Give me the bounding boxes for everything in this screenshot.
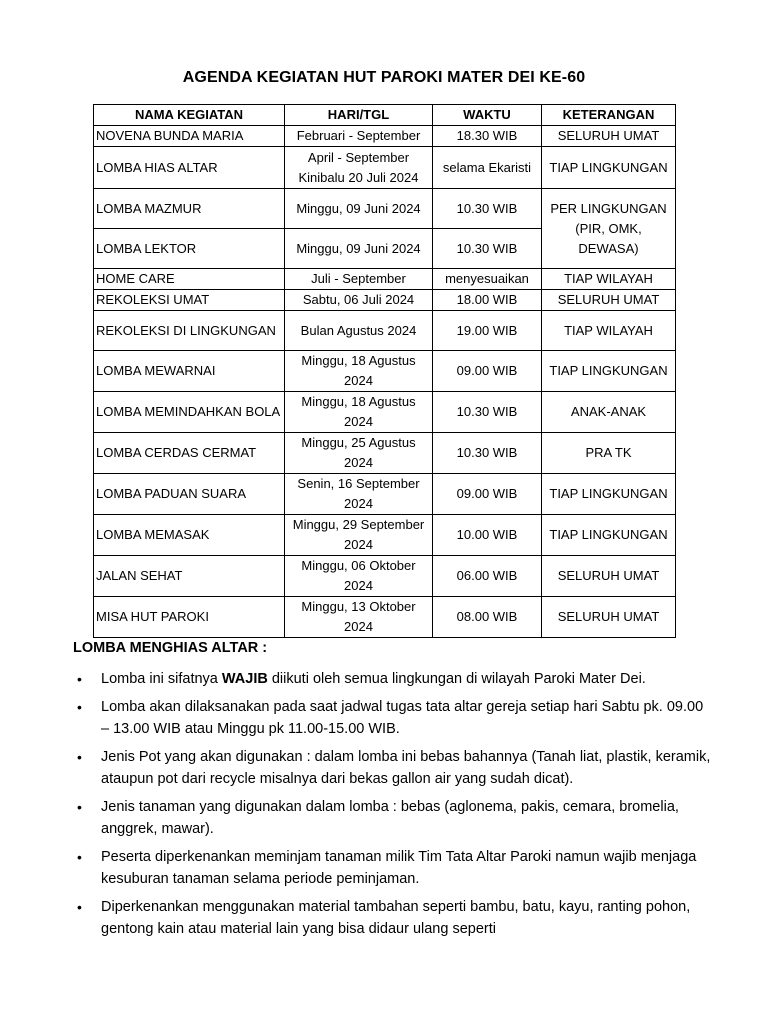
table-row: [94, 351, 676, 392]
cell-nama: LOMBA PADUAN SUARA: [94, 474, 285, 515]
table-header: [94, 105, 676, 126]
list-item: [75, 896, 715, 940]
section-title: LOMBA MENGHIAS ALTAR :: [73, 640, 268, 656]
bullet-text: Lomba ini sifatnya: [101, 671, 222, 687]
cell-nama: REKOLEKSI UMAT: [94, 290, 285, 311]
cell-nama: JALAN SEHAT: [94, 556, 285, 597]
cell-keterangan: ANAK-ANAK: [542, 392, 676, 433]
cell-waktu: 10.30 WIB: [433, 433, 542, 474]
cell-waktu: 18.30 WIB: [433, 126, 542, 147]
cell-tgl: Minggu, 18 Agustus 2024: [285, 392, 433, 433]
cell-keterangan: SELURUH UMAT: [542, 597, 676, 638]
table-row: [94, 126, 676, 147]
cell-tgl: Minggu, 06 Oktober 2024: [285, 556, 433, 597]
list-item: [75, 668, 715, 690]
cell-waktu: selama Ekaristi: [433, 147, 542, 189]
cell-keterangan: PRA TK: [542, 433, 676, 474]
cell-waktu: 19.00 WIB: [433, 311, 542, 351]
table-row: [94, 269, 676, 290]
cell-nama: NOVENA BUNDA MARIA: [94, 126, 285, 147]
cell-waktu: 10.30 WIB: [433, 189, 542, 229]
cell-tgl: Juli - September: [285, 269, 433, 290]
cell-nama: HOME CARE: [94, 269, 285, 290]
cell-tgl: Bulan Agustus 2024: [285, 311, 433, 351]
bullet-icon: •: [77, 799, 82, 815]
cell-keterangan: SELURUH UMAT: [542, 126, 676, 147]
cell-keterangan: TIAP WILAYAH: [542, 269, 676, 290]
cell-keterangan: SELURUH UMAT: [542, 290, 676, 311]
table-row: [94, 290, 676, 311]
cell-waktu: 10.30 WIB: [433, 229, 542, 269]
cell-keterangan: TIAP LINGKUNGAN: [542, 351, 676, 392]
table-row: [94, 515, 676, 556]
table-row: [94, 392, 676, 433]
cell-waktu: 10.00 WIB: [433, 515, 542, 556]
cell-keterangan: PER LINGKUNGAN (PIR, OMK, DEWASA): [542, 189, 676, 269]
cell-nama: LOMBA HIAS ALTAR: [94, 147, 285, 189]
cell-nama: LOMBA CERDAS CERMAT: [94, 433, 285, 474]
cell-tgl: Minggu, 29 September 2024: [285, 515, 433, 556]
rules-list: [75, 668, 715, 946]
bullet-bold-text: WAJIB: [221, 671, 268, 687]
cell-nama: LOMBA LEKTOR: [94, 229, 285, 269]
cell-keterangan: TIAP LINGKUNGAN: [542, 147, 676, 189]
cell-nama: REKOLEKSI DI LINGKUNGAN: [94, 311, 285, 351]
cell-tgl: Februari - September: [285, 126, 433, 147]
cell-keterangan: TIAP LINGKUNGAN: [542, 515, 676, 556]
bullet-text: Jenis Pot yang akan digunakan : dalam lomba ini bebas bahannya (Tanah liat, plastik, keramik, ataupun pot dari recycle misalnya dari bekas gallon air yang sudah dicat).: [101, 749, 711, 787]
cell-keterangan: TIAP LINGKUNGAN: [542, 474, 676, 515]
cell-tgl: Minggu, 09 Juni 2024: [285, 189, 433, 229]
list-item: [75, 846, 715, 890]
cell-waktu: 09.00 WIB: [433, 474, 542, 515]
table-row: [94, 147, 676, 189]
header-nama: NAMA KEGIATAN: [94, 105, 285, 126]
cell-waktu: 08.00 WIB: [433, 597, 542, 638]
document-title: AGENDA KEGIATAN HUT PAROKI MATER DEI KE-60: [182, 69, 586, 86]
cell-tgl: Minggu, 18 Agustus 2024: [285, 351, 433, 392]
cell-waktu: menyesuaikan: [433, 269, 542, 290]
cell-nama: LOMBA MEMINDAHKAN BOLA: [94, 392, 285, 433]
cell-tgl: Minggu, 13 Oktober 2024: [285, 597, 433, 638]
bullet-text: Jenis tanaman yang digunakan dalam lomba : bebas (aglonema, pakis, cemara, bromelia, anggrek, mawar).: [101, 799, 679, 837]
cell-tgl: Minggu, 25 Agustus 2024: [285, 433, 433, 474]
bullet-icon: •: [77, 699, 82, 715]
bullet-icon: •: [77, 849, 82, 865]
cell-nama: LOMBA MEMASAK: [94, 515, 285, 556]
table-row: [94, 474, 676, 515]
table-row: [94, 189, 676, 229]
cell-waktu: 09.00 WIB: [433, 351, 542, 392]
agenda-table: [93, 104, 676, 638]
cell-waktu: 10.30 WIB: [433, 392, 542, 433]
list-item: [75, 696, 715, 740]
list-item: [75, 796, 715, 840]
header-waktu: WAKTU: [433, 105, 542, 126]
table-row: [94, 433, 676, 474]
cell-tgl: Senin, 16 September 2024: [285, 474, 433, 515]
cell-tgl: April - September Kinibalu 20 Juli 2024: [285, 147, 433, 189]
cell-waktu: 06.00 WIB: [433, 556, 542, 597]
cell-keterangan: TIAP WILAYAH: [542, 311, 676, 351]
cell-tgl: Minggu, 09 Juni 2024: [285, 229, 433, 269]
list-item: [75, 746, 715, 790]
bullet-text: Diperkenankan menggunakan material tambahan seperti bambu, batu, kayu, ranting pohon, gentong kain atau material lain yang bisa didaur ulang seperti: [101, 899, 691, 937]
cell-tgl: Sabtu, 06 Juli 2024: [285, 290, 433, 311]
cell-nama: LOMBA MAZMUR: [94, 189, 285, 229]
cell-nama: LOMBA MEWARNAI: [94, 351, 285, 392]
table-body: [94, 126, 676, 638]
bullet-icon: •: [77, 899, 82, 915]
table-row: [94, 597, 676, 638]
cell-keterangan: SELURUH UMAT: [542, 556, 676, 597]
cell-nama: MISA HUT PAROKI: [94, 597, 285, 638]
bullet-text: Peserta diperkenankan meminjam tanaman milik Tim Tata Altar Paroki namun wajib menjaga kesuburan tanaman selama periode peminjaman.: [101, 849, 697, 887]
bullet-text: diikuti oleh semua lingkungan di wilayah Paroki Mater Dei.: [267, 671, 646, 687]
table-row: [94, 311, 676, 351]
bullet-icon: •: [77, 671, 82, 687]
cell-waktu: 18.00 WIB: [433, 290, 542, 311]
bullet-text: Lomba akan dilaksanakan pada saat jadwal tugas tata altar gereja setiap hari Sabtu pk. 09.00 – 13.00 WIB atau Minggu pk 11.00-15.00 WIB.: [101, 699, 704, 737]
table-row: [94, 556, 676, 597]
header-tgl: HARI/TGL: [285, 105, 433, 126]
bullet-icon: •: [77, 749, 82, 765]
header-keterangan: KETERANGAN: [542, 105, 676, 126]
